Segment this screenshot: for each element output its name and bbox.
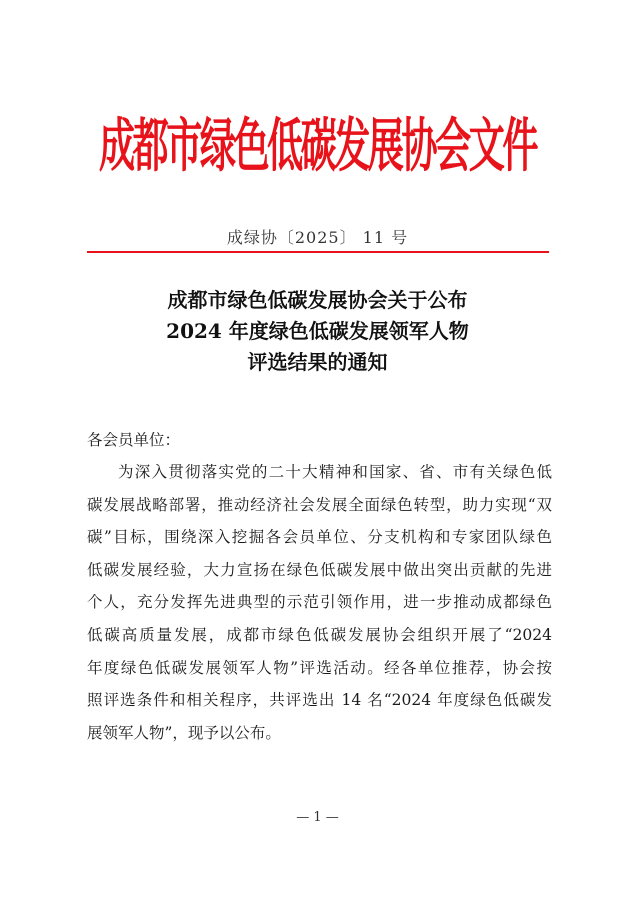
body-line-5: 个人，充分发挥先进典型的示范引领作用，进一步推动成都绿色 <box>87 593 552 612</box>
body-line-1: 为深入贯彻落实党的二十大精神和国家、省、市有关绿色低 <box>118 463 552 481</box>
body-line-2: 碳发展战略部署，推动经济社会发展全面绿色转型，助力实现“双 <box>87 495 552 514</box>
salutation: 各会员单位： <box>87 431 181 449</box>
body-line-7: 年度绿色低碳发展领军人物”评选活动。经各单位推荐，协会按 <box>87 658 552 677</box>
red-divider-line <box>87 251 549 253</box>
notice-title <box>0 285 635 378</box>
notice-title-line-3: 评选结果的通知 <box>247 350 388 374</box>
notice-title-line-2: 2024 年度绿色低碳发展领军人物 <box>166 319 469 343</box>
body-line-8: 照评选条件和相关程序，共评选出 14 名“2024 年度绿色低碳发 <box>87 691 552 710</box>
page-number: — 1 — <box>296 810 339 825</box>
body-line-6: 低碳高质量发展，成都市绿色低碳发展协会组织开展了“2024 <box>87 625 552 644</box>
document-number: 成绿协〔2025〕 11 号 <box>226 228 409 247</box>
body-line-3: 碳”目标，围绕深入挖掘各会员单位、分支机构和专家团队绿色 <box>87 528 552 547</box>
masthead-title: 成都市绿色低碳发展协会文件 <box>98 112 537 181</box>
body-line-9: 展领军人物”，现予以公布。 <box>87 723 281 742</box>
body-paragraph <box>87 456 552 749</box>
notice-title-line-1: 成都市绿色低碳发展协会关于公布 <box>167 288 468 312</box>
body-line-4: 低碳发展经验，大力宣扬在绿色低碳发展中做出突出贡献的先进 <box>87 560 552 579</box>
